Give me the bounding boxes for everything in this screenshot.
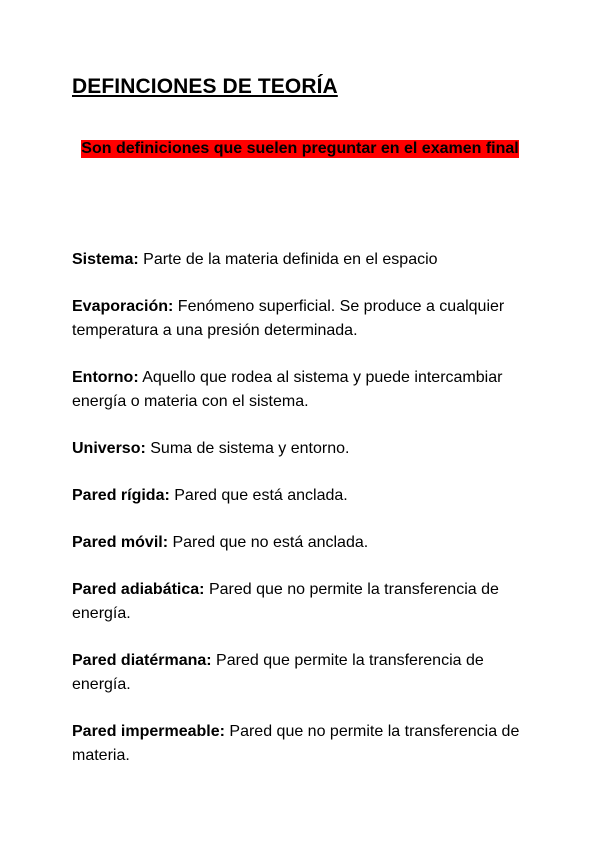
definition-text: Aquello que rodea al sistema y puede intercambiar energía o materia con el sistema. xyxy=(72,369,503,410)
definition-text: Pared que permite la transferencia de energía. xyxy=(72,652,484,693)
definition-item xyxy=(72,248,532,272)
definitions-list xyxy=(72,248,532,791)
definition-text: Parte de la materia definida en el espacio xyxy=(138,251,438,268)
document-title: DEFINCIONES DE TEORÍA xyxy=(72,75,338,98)
definition-term: Pared impermeable: xyxy=(72,723,225,740)
definition-item xyxy=(72,437,532,461)
definition-item xyxy=(72,578,532,626)
definition-term: Evaporación: xyxy=(72,298,174,315)
definition-text: Pared que no está anclada. xyxy=(168,534,369,551)
definition-text: Suma de sistema y entorno. xyxy=(145,440,350,457)
definition-item xyxy=(72,295,532,343)
definition-text: Fenómeno superficial. Se produce a cualquier temperatura a una presión determinada. xyxy=(72,298,505,339)
definition-text: Pared que está anclada. xyxy=(169,487,348,504)
definition-text: Pared que no permite la transferencia de materia. xyxy=(72,723,520,764)
definition-term: Pared rígida: xyxy=(72,487,170,504)
definition-item xyxy=(72,531,532,555)
definition-term: Sistema: xyxy=(72,251,139,268)
definition-item xyxy=(72,484,532,508)
highlighted-note-text: Son definiciones que suelen preguntar en el examen final xyxy=(81,140,519,157)
definition-term: Universo: xyxy=(72,440,146,457)
definition-term: Pared diatérmana: xyxy=(72,652,212,669)
highlighted-note xyxy=(72,137,528,161)
definition-item xyxy=(72,366,532,414)
definition-item xyxy=(72,649,532,697)
definition-item xyxy=(72,720,532,768)
definition-term: Pared adiabática: xyxy=(72,581,205,598)
definition-text: Pared que no permite la transferencia de energía. xyxy=(72,581,499,622)
definition-term: Pared móvil: xyxy=(72,534,169,551)
definition-term: Entorno: xyxy=(72,369,139,386)
